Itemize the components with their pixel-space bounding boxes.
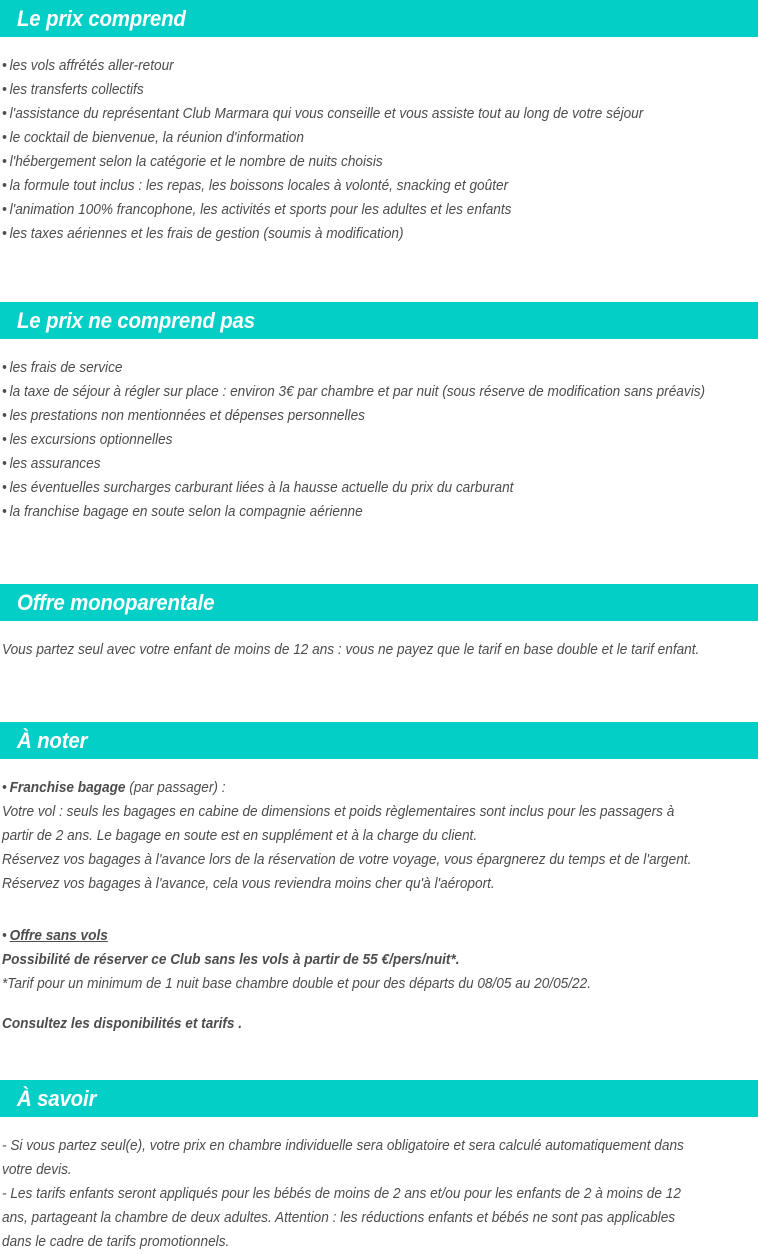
spacer — [0, 524, 758, 584]
list-item-label: la formule tout inclus : les repas, les boissons locales à volonté, snacking et goûter — [9, 178, 509, 194]
section-title: Le prix comprend — [17, 5, 186, 31]
bullet-icon: • — [2, 928, 7, 944]
list-item-label: les excursions optionnelles — [9, 432, 173, 448]
spacer — [0, 759, 758, 776]
list-item — [2, 476, 707, 500]
bullet-icon: • — [2, 360, 7, 376]
list-item-label: la franchise bagage en soute selon la compagnie aérienne — [9, 504, 363, 520]
bullet-icon: • — [2, 130, 7, 146]
list-item — [2, 54, 707, 78]
list-item — [2, 78, 707, 102]
reservez-bagages-avance-2: Réservez vos bagages à l'avance, cela vous reviendra moins cher qu'à l'aéroport. — [2, 876, 495, 892]
section-title: Le prix ne comprend pas — [17, 307, 255, 333]
list-item — [2, 500, 707, 524]
list-item — [2, 222, 707, 246]
section-title: À savoir — [17, 1085, 97, 1111]
bullet-icon: • — [2, 432, 7, 448]
bullet-icon: • — [2, 178, 7, 194]
list-item — [2, 356, 707, 380]
list-item — [2, 404, 707, 428]
bullet-icon: • — [2, 154, 7, 170]
inclusions-list — [2, 54, 752, 246]
list-item-label: la taxe de séjour à régler sur place : environ 3€ par chambre et par nuit (sous réserve de modification sans préavis) — [9, 384, 706, 400]
list-item-label: les transferts collectifs — [9, 82, 144, 98]
list-item — [2, 126, 707, 150]
list-item-label: les frais de service — [9, 360, 123, 376]
list-item-label: les assurances — [9, 456, 101, 472]
list-item-label: l'animation 100% francophone, les activités et sports pour les adultes et les enfants — [9, 202, 512, 218]
a-savoir-line-2: - Les tarifs enfants seront appliqués pour les bébés de moins de 2 ans et/ou pour les enfants de 2 à moins de 12 ans, partageant la chambre de deux adultes. Attention : les réductions enfants et bébés ne sont pas applicables dans le cadre de tarifs promotionnels. — [2, 1186, 681, 1250]
list-item — [2, 198, 707, 222]
spacer — [0, 1036, 758, 1080]
list-item-label: les vols affrétés aller-retour — [9, 58, 174, 74]
spacer — [0, 339, 758, 356]
section-body-le-prix-comprend — [0, 54, 758, 246]
section-header-le-prix-comprend — [0, 0, 758, 37]
section-title: Offre monoparentale — [17, 589, 215, 615]
spacer — [2, 996, 752, 1012]
list-item — [2, 452, 707, 476]
list-item-label: l'hébergement selon la catégorie et le nombre de nuits choisis — [9, 154, 383, 170]
bullet-icon: • — [2, 58, 7, 74]
spacer — [0, 621, 758, 638]
offre-sans-vols-heading — [2, 924, 707, 948]
franchise-bagage-heading — [2, 776, 707, 800]
consultez-disponibilites-link[interactable]: Consultez les disponibilités et tarifs . — [2, 1016, 243, 1032]
franchise-bagage-label: Franchise bagage — [9, 780, 126, 796]
list-item — [2, 150, 707, 174]
bullet-icon: • — [2, 202, 7, 218]
spacer — [0, 37, 758, 54]
reservez-bagages-avance-1: Réservez vos bagages à l'avance lors de la réservation de votre voyage, vous épargnerez du temps et de l'argent. — [2, 852, 692, 868]
section-title: À noter — [17, 727, 88, 753]
bullet-icon: • — [2, 456, 7, 472]
list-item — [2, 102, 707, 126]
list-item-label: l'assistance du représentant Club Marmara qui vous conseille et vous assiste tout au long de votre séjour — [9, 106, 644, 122]
spacer — [0, 1117, 758, 1134]
section-body-le-prix-ne-comprend-pas — [0, 356, 758, 524]
bullet-icon: • — [2, 226, 7, 242]
section-body-a-savoir — [0, 1134, 758, 1254]
list-item-label: le cocktail de bienvenue, la réunion d'information — [9, 130, 304, 146]
offre-sans-vols-label: Offre sans vols — [9, 928, 108, 944]
bullet-icon: • — [2, 106, 7, 122]
list-item-label: les éventuelles surcharges carburant liées à la hausse actuelle du prix du carburant — [9, 480, 514, 496]
franchise-bagage-suffix: (par passager) : — [125, 780, 226, 796]
offre-sans-vols-price: Possibilité de réserver ce Club sans les vols à partir de 55 €/pers/nuit*. — [2, 952, 460, 968]
bullet-icon: • — [2, 780, 7, 796]
list-item-label: les prestations non mentionnées et dépenses personnelles — [9, 408, 365, 424]
franchise-bagage-detail: Votre vol : seuls les bagages en cabine de dimensions et poids règlementaires sont inclus pour les passagers à partir de 2 ans. Le bagage en soute est en supplément et à la charge du client. — [2, 804, 675, 844]
section-header-a-savoir — [0, 1080, 758, 1117]
spacer — [0, 662, 758, 722]
offre-sans-vols-footnote: *Tarif pour un minimum de 1 nuit base chambre double et pour des départs du 08/05 au 20/05/22. — [2, 976, 592, 992]
a-savoir-line-1: - Si vous partez seul(e), votre prix en chambre individuelle sera obligatoire et sera calculé automatiquement dans votre devis. — [2, 1138, 684, 1178]
list-item — [2, 428, 707, 452]
exclusions-list — [2, 356, 752, 524]
section-body-offre-monoparentale — [0, 638, 758, 662]
bullet-icon: • — [2, 82, 7, 98]
list-item-label: les taxes aériennes et les frais de gestion (soumis à modification) — [9, 226, 404, 242]
list-item — [2, 174, 707, 198]
bullet-icon: • — [2, 504, 7, 520]
spacer — [2, 896, 752, 924]
bullet-icon: • — [2, 384, 7, 400]
section-body-a-noter — [0, 776, 758, 1036]
offre-monoparentale-paragraph: Vous partez seul avec votre enfant de moins de 12 ans : vous ne payez que le tarif en base double et le tarif enfant. — [2, 642, 700, 658]
bullet-icon: • — [2, 408, 7, 424]
section-header-le-prix-ne-comprend-pas — [0, 302, 758, 339]
spacer — [0, 246, 758, 302]
list-item — [2, 380, 707, 404]
section-header-a-noter — [0, 722, 758, 759]
bullet-icon: • — [2, 480, 7, 496]
section-header-offre-monoparentale — [0, 584, 758, 621]
